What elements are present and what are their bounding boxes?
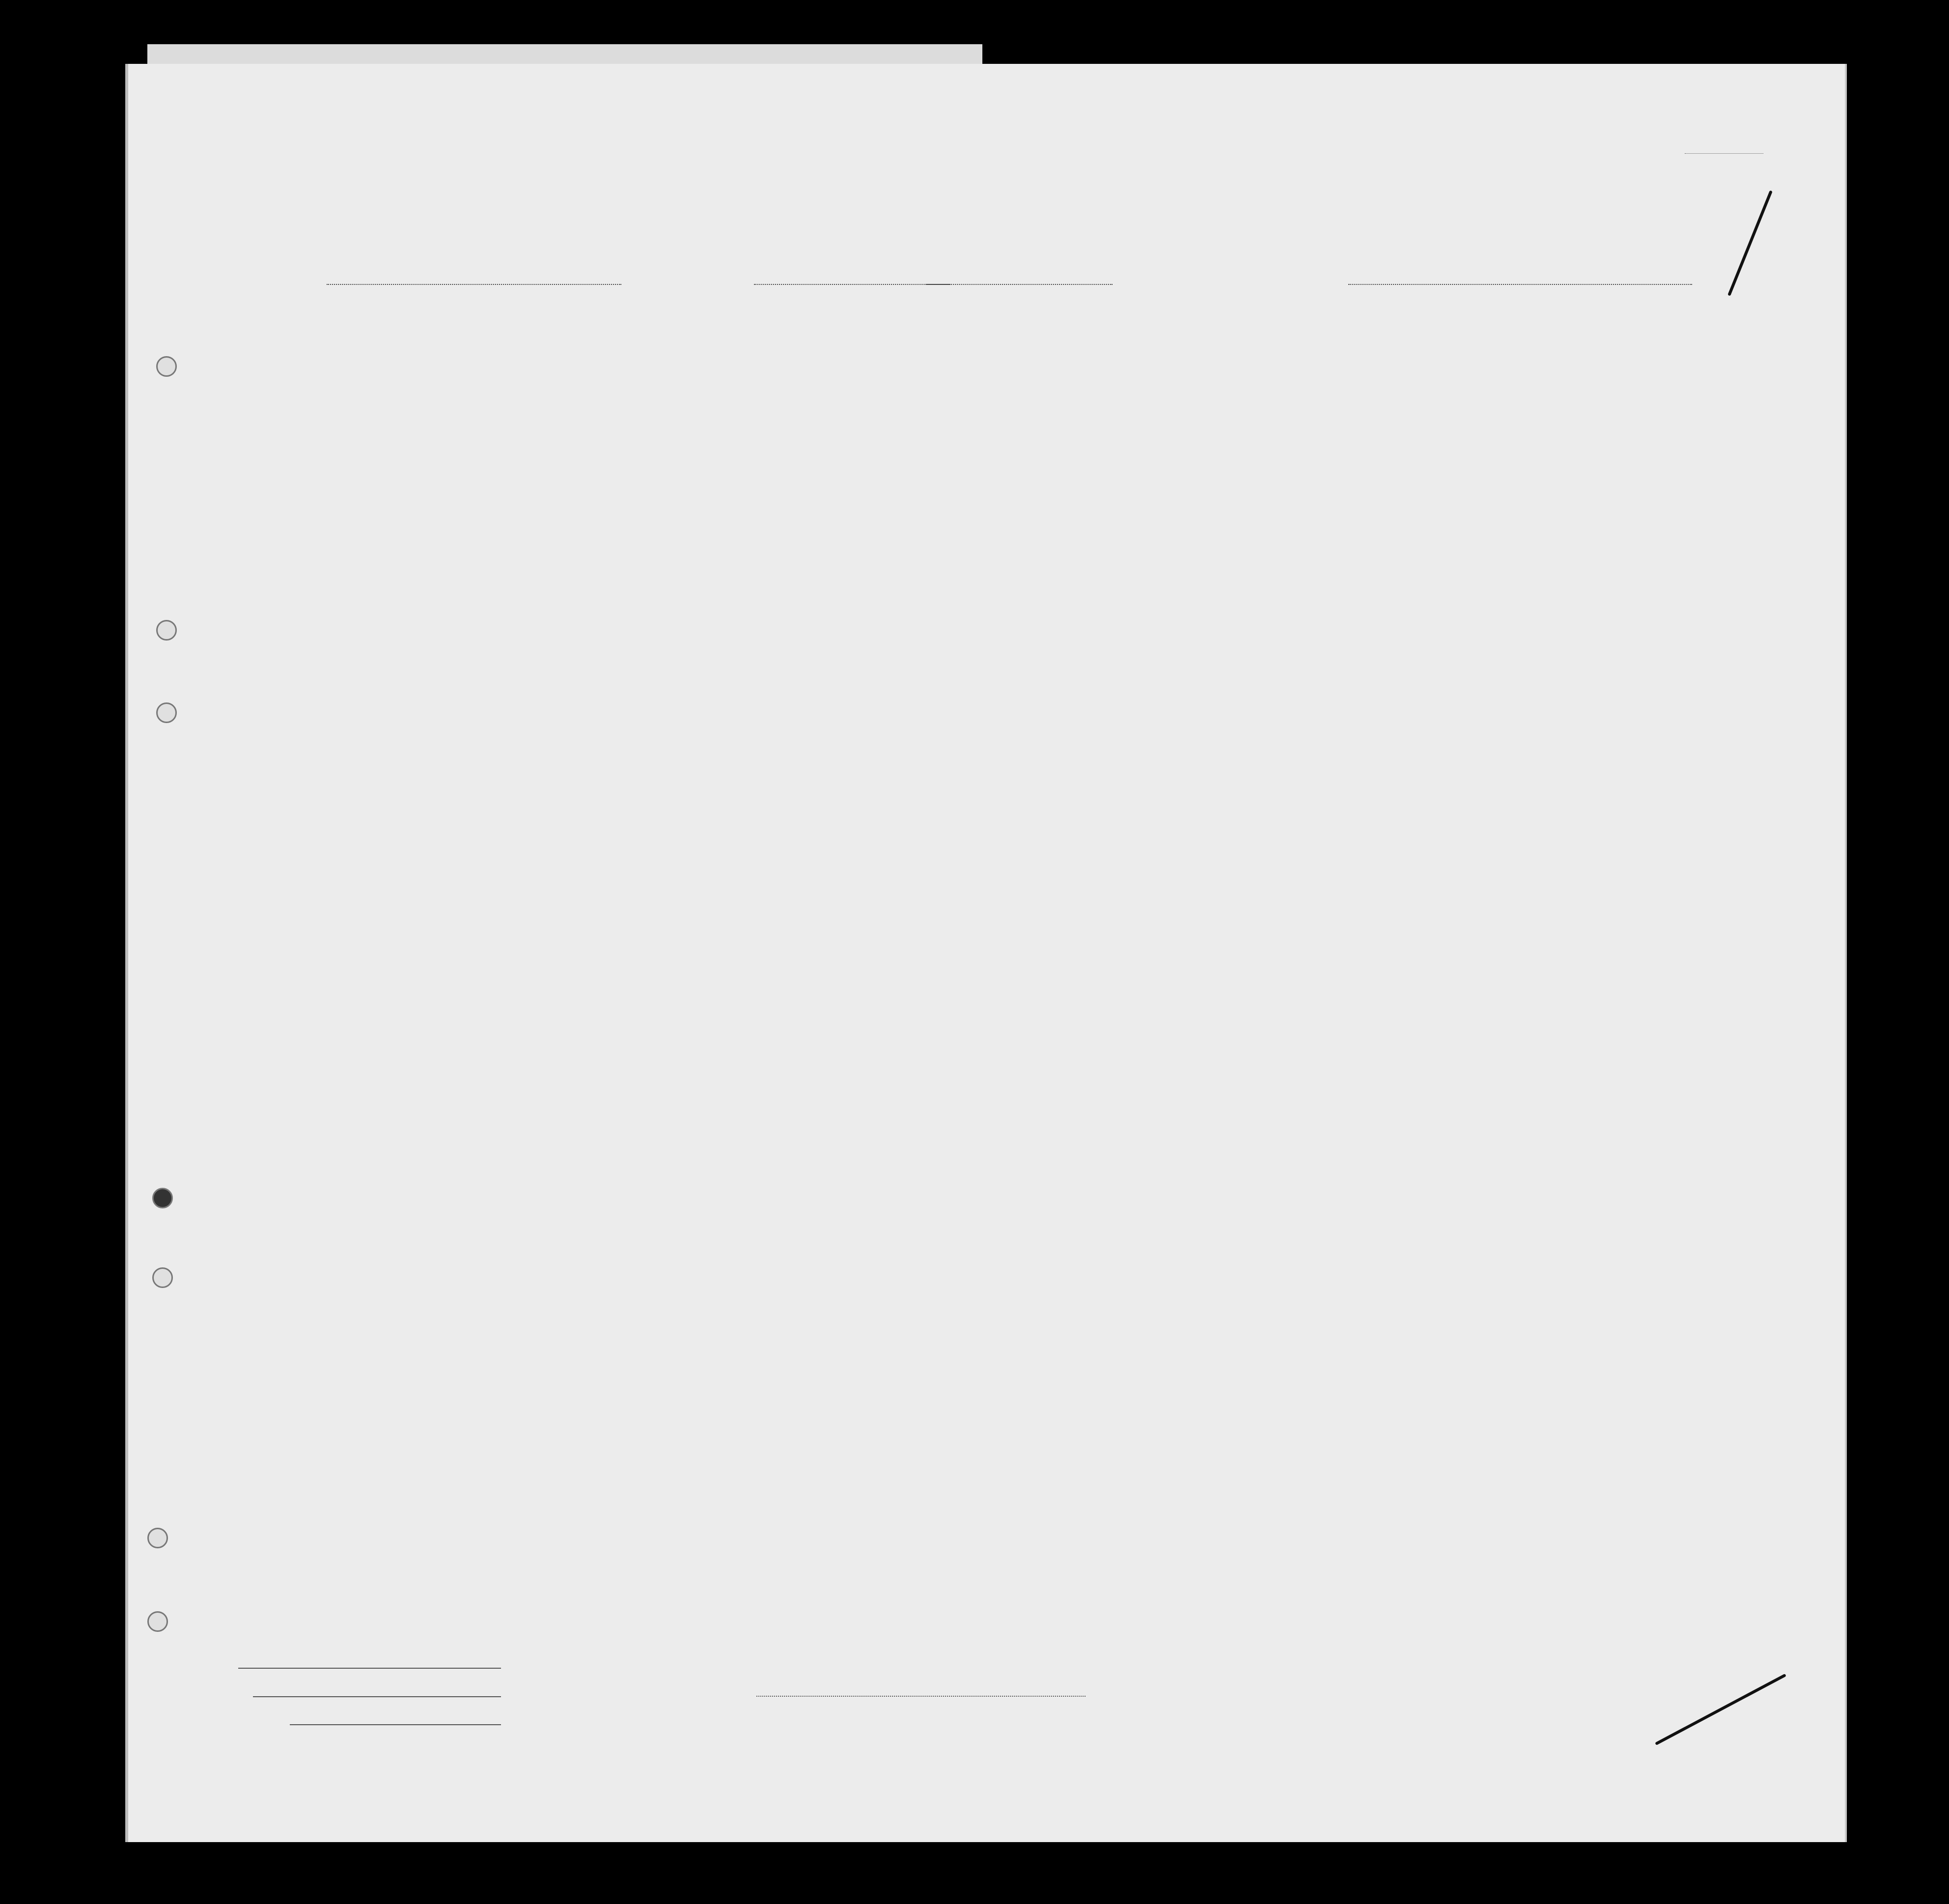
binder-hole [156,620,177,641]
arriving-field[interactable] [754,284,950,285]
vessel-field[interactable] [327,284,621,285]
vessel-line [268,260,1692,290]
binder-hole [156,702,177,723]
inspector-signature-field[interactable] [756,1696,1086,1697]
manifest-sheet [125,64,1847,1842]
binder-hole [147,1528,168,1548]
sheet-no-field[interactable] [1685,153,1763,154]
local-agents-field[interactable] [290,1724,501,1725]
binder-hole [152,1267,173,1288]
binder-hole [156,356,177,377]
binder-hole [147,1611,168,1632]
line-field[interactable] [238,1668,501,1669]
from-port-field[interactable] [1348,284,1692,285]
owners-field[interactable] [253,1696,501,1697]
date-field[interactable] [926,284,1113,285]
binder-hole [152,1188,173,1208]
